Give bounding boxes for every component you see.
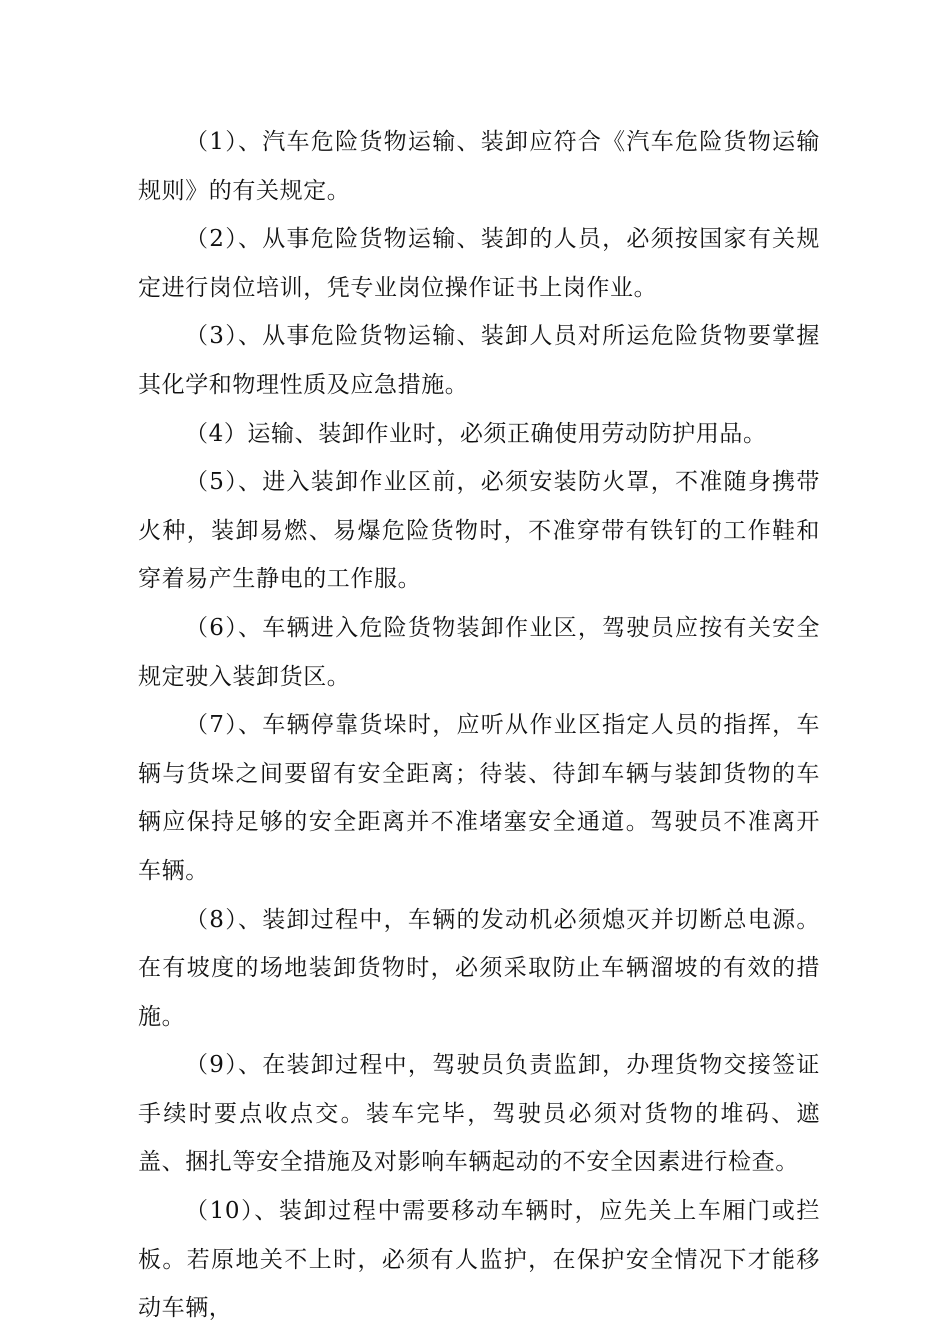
paragraph-7: （7）、车辆停靠货垛时，应听从作业区指定人员的指挥，车辆与货垛之间要留有安全距离；待装、待卸车辆与装卸货物的车辆应保持足够的安全距离并不准堵塞安全通道。驾驶员不准离开车辆。: [138, 712, 820, 884]
paragraph-1: （1）、汽车危险货物运输、装卸应符合《汽车危险货物运输规则》的有关规定。: [138, 129, 820, 204]
paragraph-10: （10）、装卸过程中需要移动车辆时，应先关上车厢门或拦板。若原地关不上时，必须有人监护，在保护安全情况下才能移动车辆，: [138, 1198, 820, 1322]
paragraph-8: （8）、装卸过程中，车辆的发动机必须熄灭并切断总电源。在有坡度的场地装卸货物时，必须采取防止车辆溜坡的有效的措施。: [138, 906, 820, 1030]
paragraph-9: （9）、在装卸过程中，驾驶员负责监卸，办理货物交接签证手续时要点收点交。装车完毕，驾驶员必须对货物的堆码、遮盖、捆扎等安全措施及对影响车辆起动的不安全因素进行检查。: [138, 1052, 820, 1176]
paragraph-4: （4）运输、装卸作业时，必须正确使用劳动防护用品。: [185, 420, 767, 447]
paragraph-6: （6）、车辆进入危险货物装卸作业区，驾驶员应按有关安全规定驶入装卸货区。: [138, 614, 820, 690]
document-body: [138, 118, 820, 1333]
paragraph-5: （5）、进入装卸作业区前，必须安装防火罩，不准随身携带火种，装卸易燃、易爆危险货物时，不准穿带有铁钉的工作鞋和穿着易产生静电的工作服。: [138, 469, 820, 593]
paragraph-3: （3）、从事危险货物运输、装卸人员对所运危险货物要掌握其化学和物理性质及应急措施。: [138, 323, 820, 398]
paragraph-2: （2）、从事危险货物运输、装卸的人员，必须按国家有关规定进行岗位培训，凭专业岗位操作证书上岗作业。: [138, 226, 820, 301]
